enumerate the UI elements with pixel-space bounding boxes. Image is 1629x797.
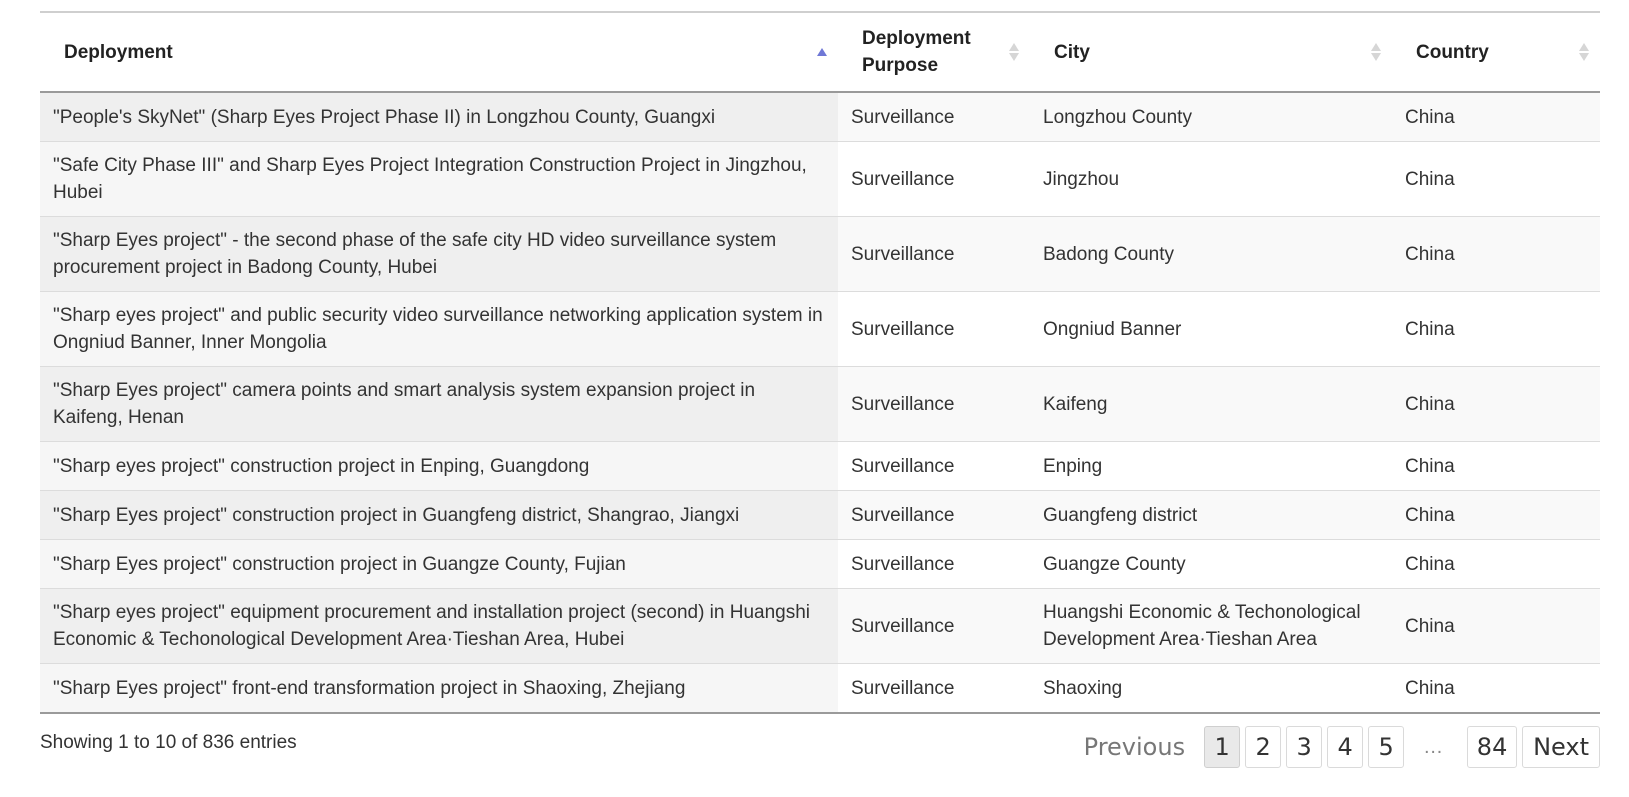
cell-city: Enping (1030, 442, 1392, 491)
cell-purpose: Surveillance (838, 292, 1030, 367)
table-row (40, 92, 1600, 142)
cell-deployment: "Sharp Eyes project" construction project in Guangfeng district, Shangrao, Jiangxi (40, 491, 838, 540)
table-footer (40, 722, 1600, 772)
previous-button[interactable]: Previous (1083, 733, 1186, 761)
sort-ascending-icon (816, 40, 828, 64)
column-header-country[interactable] (1392, 12, 1600, 92)
table-row (40, 292, 1600, 367)
column-header-label: Country (1416, 41, 1489, 63)
table-row (40, 540, 1600, 589)
cell-country: China (1392, 217, 1600, 292)
cell-city: Longzhou County (1030, 92, 1392, 142)
cell-country: China (1392, 292, 1600, 367)
table-row (40, 491, 1600, 540)
cell-country: China (1392, 491, 1600, 540)
column-header-label: City (1054, 41, 1090, 63)
cell-country: China (1392, 540, 1600, 589)
cell-city: Shaoxing (1030, 664, 1392, 714)
cell-deployment: "Sharp Eyes project" - the second phase of the safe city HD video surveillance system procurement project in Badong County, Hubei (40, 217, 838, 292)
sort-icon (1578, 40, 1590, 64)
column-header-deployment[interactable] (40, 12, 838, 92)
cell-country: China (1392, 664, 1600, 714)
cell-city: Jingzhou (1030, 142, 1392, 217)
cell-country: China (1392, 589, 1600, 664)
pagination-ellipsis: … (1423, 735, 1444, 758)
cell-purpose: Surveillance (838, 92, 1030, 142)
cell-city: Guangfeng district (1030, 491, 1392, 540)
cell-purpose: Surveillance (838, 367, 1030, 442)
table-row (40, 142, 1600, 217)
table-row (40, 664, 1600, 714)
column-header-label: Deployment (64, 41, 173, 63)
cell-city: Kaifeng (1030, 367, 1392, 442)
table-header-row (40, 12, 1600, 92)
cell-purpose: Surveillance (838, 664, 1030, 714)
entries-info: Showing 1 to 10 of 836 entries (40, 732, 297, 753)
cell-purpose: Surveillance (838, 491, 1030, 540)
cell-deployment: "Sharp Eyes project" camera points and smart analysis system expansion project in Kaifeng, Henan (40, 367, 838, 442)
cell-city: Badong County (1030, 217, 1392, 292)
deployments-table (40, 11, 1600, 714)
sort-icon (1008, 40, 1020, 64)
cell-deployment: "People's SkyNet" (Sharp Eyes Project Phase II) in Longzhou County, Guangxi (40, 92, 838, 142)
table-row (40, 589, 1600, 664)
cell-country: China (1392, 442, 1600, 491)
cell-deployment: "Sharp eyes project" equipment procurement and installation project (second) in Huangshi Economic & Techonological Development Area·Tieshan Area, Hubei (40, 589, 838, 664)
cell-country: China (1392, 367, 1600, 442)
cell-country: China (1392, 142, 1600, 217)
cell-city: Guangze County (1030, 540, 1392, 589)
cell-purpose: Surveillance (838, 217, 1030, 292)
cell-purpose: Surveillance (838, 142, 1030, 217)
cell-deployment: "Sharp eyes project" and public security video surveillance networking application system in Ongniud Banner, Inner Mongolia (40, 292, 838, 367)
page-button-2[interactable]: 2 (1245, 726, 1281, 768)
cell-deployment: "Safe City Phase III" and Sharp Eyes Project Integration Construction Project in Jingzhou, Hubei (40, 142, 838, 217)
cell-deployment: "Sharp Eyes project" front-end transformation project in Shaoxing, Zhejiang (40, 664, 838, 714)
page-button-last[interactable]: 84 (1467, 726, 1517, 768)
page-button-5[interactable]: 5 (1368, 726, 1404, 768)
column-header-city[interactable] (1030, 12, 1392, 92)
cell-purpose: Surveillance (838, 540, 1030, 589)
cell-city: Ongniud Banner (1030, 292, 1392, 367)
cell-purpose: Surveillance (838, 442, 1030, 491)
pagination (1084, 726, 1600, 768)
page-button-3[interactable]: 3 (1286, 726, 1322, 768)
column-header-label: Deployment Purpose (862, 28, 971, 76)
cell-purpose: Surveillance (838, 589, 1030, 664)
table-row (40, 442, 1600, 491)
page-button-1[interactable]: 1 (1204, 726, 1240, 768)
table-row (40, 367, 1600, 442)
page-button-4[interactable]: 4 (1327, 726, 1363, 768)
sort-icon (1370, 40, 1382, 64)
cell-city: Huangshi Economic & Techonological Development Area·Tieshan Area (1030, 589, 1392, 664)
table-row (40, 217, 1600, 292)
deployments-table-container (40, 11, 1600, 714)
next-button[interactable]: Next (1522, 726, 1600, 768)
cell-country: China (1392, 92, 1600, 142)
cell-deployment: "Sharp Eyes project" construction project in Guangze County, Fujian (40, 540, 838, 589)
column-header-deployment-purpose[interactable] (838, 12, 1030, 92)
cell-deployment: "Sharp eyes project" construction project in Enping, Guangdong (40, 442, 838, 491)
